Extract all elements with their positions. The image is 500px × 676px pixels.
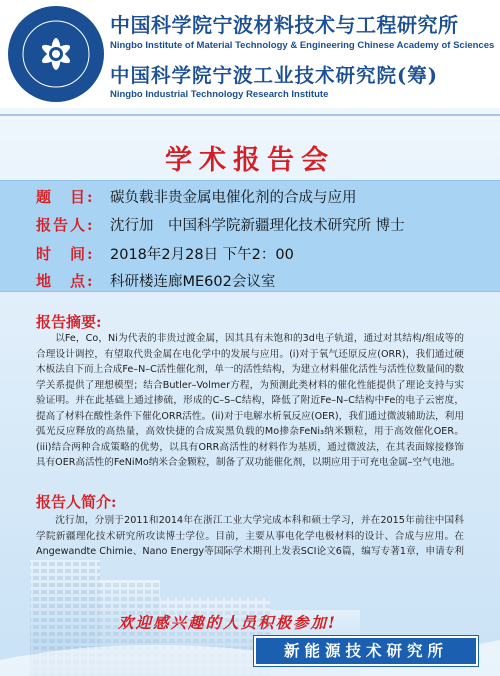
department-box: 新能源技术研究所 xyxy=(254,636,478,666)
org2-name-cn: 中国科学院宁波工业技术研究院(筹) xyxy=(110,64,438,87)
welcome-message: 欢迎感兴趣的人员积极参加! xyxy=(118,613,337,632)
topic-label: 题 目: xyxy=(36,188,95,206)
org2-name-en: Ningbo Industrial Technology Research Institute xyxy=(110,89,329,100)
org1-name-cn: 中国科学院宁波材料技术与工程研究所 xyxy=(110,13,459,37)
bio-text: 沈行加，分别于2011和2014年在浙江工业大学完成本科和硕士学习，并在2015年前往中国科学院新疆理化技术研究所攻读博士学位。目前，主要从事电化学电极材料的设计、合成与应用。在Angewandte Chimie、Nano Energy等国际学术期刊上发表SCI论文6篇，编写专著1章，申请专利 xyxy=(36,515,464,557)
speaker-value: 沈行加 中国科学院新疆理化技术研究所 博士 xyxy=(110,218,405,234)
place-label: 地 点: xyxy=(36,272,95,290)
time-value: 2018年2月28日 下午2：00 xyxy=(110,247,294,263)
bio-heading: 报告人简介: xyxy=(36,493,117,511)
abstract-text: 以Fe，Co，Ni为代表的非贵过渡金属，因其具有未饱和的3d电子轨道，通过对其结构/组成等的合理设计调控，有望取代贵金属在电化学中的发展与应用。(i)对于氧气还原反应(ORR)，我们通过硬木板法自下而上合成Fe–N–C活性催化剂，单一的活性结构，为建立材料催化活性与活性位数量间的数学关系提供了理想模型；结合Butler–Volmer方程，为预测此类材料的催化性能提供了理论支持与实验证明。并在此基础上通过掺硫，形成的C–S–C结构，降低了附近Fe–N–C结构中Fe的电子云密度，提高了材料在酸性条件下催化ORR活性。(ii)对于电解水析氧反应(OER)，我们通过微波辅助法，利用弧光反应释放的高热量，高效快捷的合成炭黑负载的Mo掺杂FeNi₃纳米颗粒，用于高效催化OER。(iii)结合两种合成策略的优势，以具有ORR高活性的材料作为基质，通过微波法，在其表面嫁接修饰具有OER高活性的FeNiMo纳米合金颗粒，制备了双功能催化剂，以期应用于可充电金属–空气电池。 xyxy=(36,333,464,468)
page-title: 学术报告会 xyxy=(165,145,335,176)
place-value: 科研楼连廊ME602会议室 xyxy=(110,274,276,290)
abstract-heading: 报告摘要: xyxy=(36,313,102,331)
cas-logo xyxy=(8,6,104,102)
header xyxy=(0,0,500,108)
org1-name-en: Ningbo Institute of Material Technology & Engineering Chinese Academy of Sciences xyxy=(110,40,495,51)
time-label: 时 间: xyxy=(36,245,95,263)
speaker-label: 报告人: xyxy=(36,216,95,234)
topic-value: 碳负载非贵金属电催化剂的合成与应用 xyxy=(110,190,357,206)
header-divider xyxy=(0,114,500,116)
